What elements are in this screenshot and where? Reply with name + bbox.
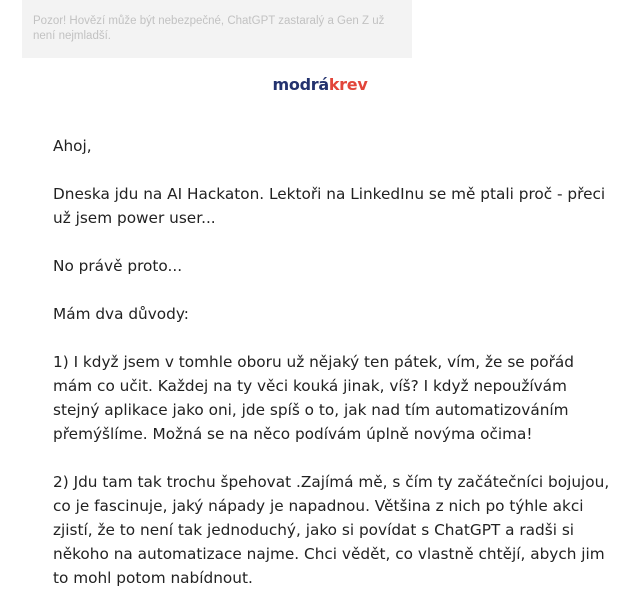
paragraph-two-reasons: Mám dva důvody:	[53, 305, 189, 323]
newsletter-logo[interactable]	[0, 75, 640, 94]
paragraph-reason-hook: No právě proto...	[53, 257, 183, 275]
preheader-banner	[22, 0, 412, 58]
email-body	[53, 134, 613, 614]
paragraph-intro: Dneska jdu na AI Hackaton. Lektoři na LinkedInu se mě ptali proč - přeci už jsem power user...	[53, 185, 606, 227]
preheader-text: Pozor! Hovězí může být nebezpečné, ChatGPT zastaralý a Gen Z už není nejmladší.	[33, 15, 385, 42]
logo-word-krev: krev	[328, 75, 368, 94]
greeting: Ahoj,	[53, 137, 92, 155]
paragraph-reason-2: 2) Jdu tam tak trochu špehovat .Zajímá mě, s čím ty začátečníci bojujou, co je fascinuje, jaký nápady je napadnou. Většina z nich po týhle akci zjistí, že to není tak jednoduchý, jako si povídat s ChatGPT a radši si někoho na automatizace najme. Chci vědět, co vlastně chtějí, abych jim to mohl potom nabídnout.	[53, 473, 610, 587]
logo-word-modra: modrá	[272, 75, 329, 94]
paragraph-reason-1: 1) I když jsem v tomhle oboru už nějaký ten pátek, vím, že se pořád mám co učit. Každej na ty věci kouká jinak, víš? I když nepoužívám stejný aplikace jako oni, jde spíš o to, jak nad tím automatizováním přemýšlíme. Možná se na něco podívám úplně novýma očima!	[53, 353, 575, 443]
